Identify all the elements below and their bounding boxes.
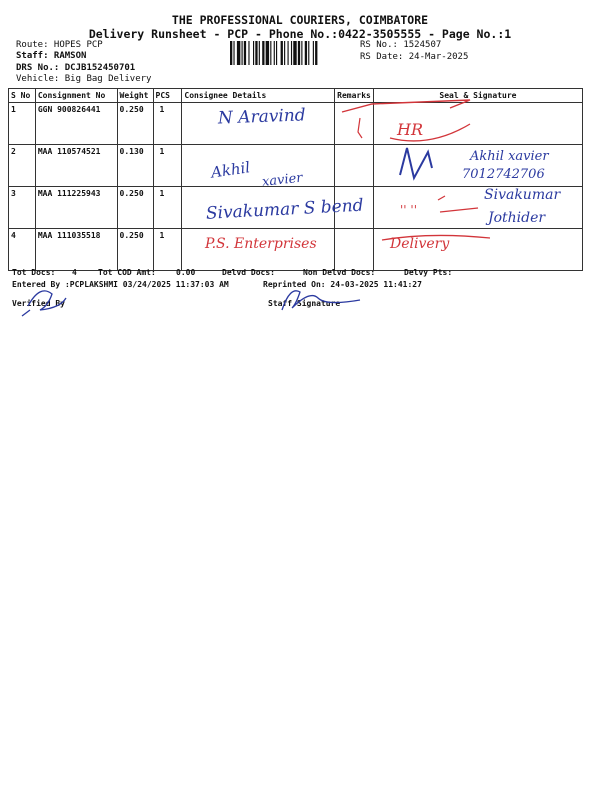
rs-date: RS Date: 24-Mar-2025 (360, 52, 469, 62)
col-sno: S No (9, 89, 36, 103)
col-consignee: Consignee Details (182, 89, 335, 103)
hw-row3-sign-b: Jothider (488, 210, 546, 226)
tot-cod-value: 0.00 (176, 268, 196, 277)
cell-sno: 1 (9, 103, 36, 145)
drs-label: DRS No.: DCJB152450701 (16, 63, 136, 73)
cell-consignment: GGN 900826441 (35, 103, 117, 145)
reprinted-on: Reprinted On: 24-03-2025 11:41:27 (263, 280, 422, 289)
hw-row3-red-stroke (438, 196, 445, 200)
col-consignment: Consignment No (35, 89, 117, 103)
hw-row2-sign-a: Akhil xavier (470, 149, 549, 164)
staff-label: Staff: RAMSON (16, 51, 87, 61)
route-label: Route: HOPES PCP (16, 40, 103, 50)
hw-row3-red-line (440, 208, 478, 212)
col-seal: Seal & Signature (373, 89, 582, 103)
tot-docs-label: Tot Docs: (12, 268, 56, 277)
vehicle-label: Vehicle: Big Bag Delivery (16, 74, 152, 84)
cell-consignment: MAA 111225943 (35, 187, 117, 229)
runsheet-subtitle: Delivery Runsheet - PCP - Phone No.:0422-3505555 - Page No.:1 (88, 27, 512, 41)
cell-weight: 0.250 (117, 103, 153, 145)
hw-row2-sign-b: 7012742706 (462, 167, 545, 182)
company-title: THE PROFESSIONAL COURIERS, COIMBATORE (171, 13, 429, 27)
cell-pcs: 1 (153, 103, 182, 145)
delvy-pts-label: Delvy Pts: (404, 268, 453, 277)
hw-row1-consignee: N Aravind (217, 105, 306, 129)
verified-signature (22, 291, 66, 316)
footer-signatures (0, 280, 600, 320)
delvd-docs-label: Delvd Docs: (222, 268, 275, 277)
cell-sno: 2 (9, 145, 36, 187)
cell-pcs: 1 (153, 145, 182, 187)
non-delvd-docs-label: Non Delvd Docs: (303, 268, 376, 277)
hw-row1-sign: HR (397, 120, 423, 139)
hw-row1-remark-tick (358, 118, 362, 138)
hw-row4-sign: Delivery (390, 236, 450, 252)
hw-row3-dots: '' '' (400, 203, 418, 217)
cell-pcs: 1 (153, 187, 182, 229)
cell-sno: 4 (9, 229, 36, 271)
rs-number: RS No.: 1524507 (360, 40, 442, 50)
col-remarks: Remarks (335, 89, 374, 103)
cell-sno: 3 (9, 187, 36, 229)
hw-row3-sign-a: Sivakumar (484, 187, 561, 203)
col-pcs: PCS (153, 89, 182, 103)
tot-cod-label: Tot COD Amt: (98, 268, 156, 277)
hw-row3-consignee: Sivakumar S bend (205, 195, 365, 224)
cell-weight: 0.130 (117, 145, 153, 187)
handwriting-layer (0, 0, 600, 320)
entered-by: Entered By :PCPLAKSHMI 03/24/2025 11:37:03 AM (12, 280, 229, 289)
staff-signature-label: Staff Signature (268, 299, 341, 308)
tot-docs-value: 4 (72, 268, 77, 277)
cell-weight: 0.250 (117, 229, 153, 271)
cell-weight: 0.250 (117, 187, 153, 229)
hw-row2-consignee-a: Akhil (209, 158, 252, 182)
cell-pcs: 1 (153, 229, 182, 271)
cell-consignment: MAA 110574521 (35, 145, 117, 187)
verified-by-label: Verified By (12, 299, 65, 308)
hw-row2-consignee-b: xavier (261, 170, 304, 190)
hw-row2-scribble (400, 148, 432, 178)
staff-signature (282, 291, 360, 310)
hw-row1-remark-stroke (342, 100, 470, 112)
col-weight: Weight (117, 89, 153, 103)
hw-row4-consignee: P.S. Enterprises (205, 236, 317, 252)
cell-consignment: MAA 111035518 (35, 229, 117, 271)
